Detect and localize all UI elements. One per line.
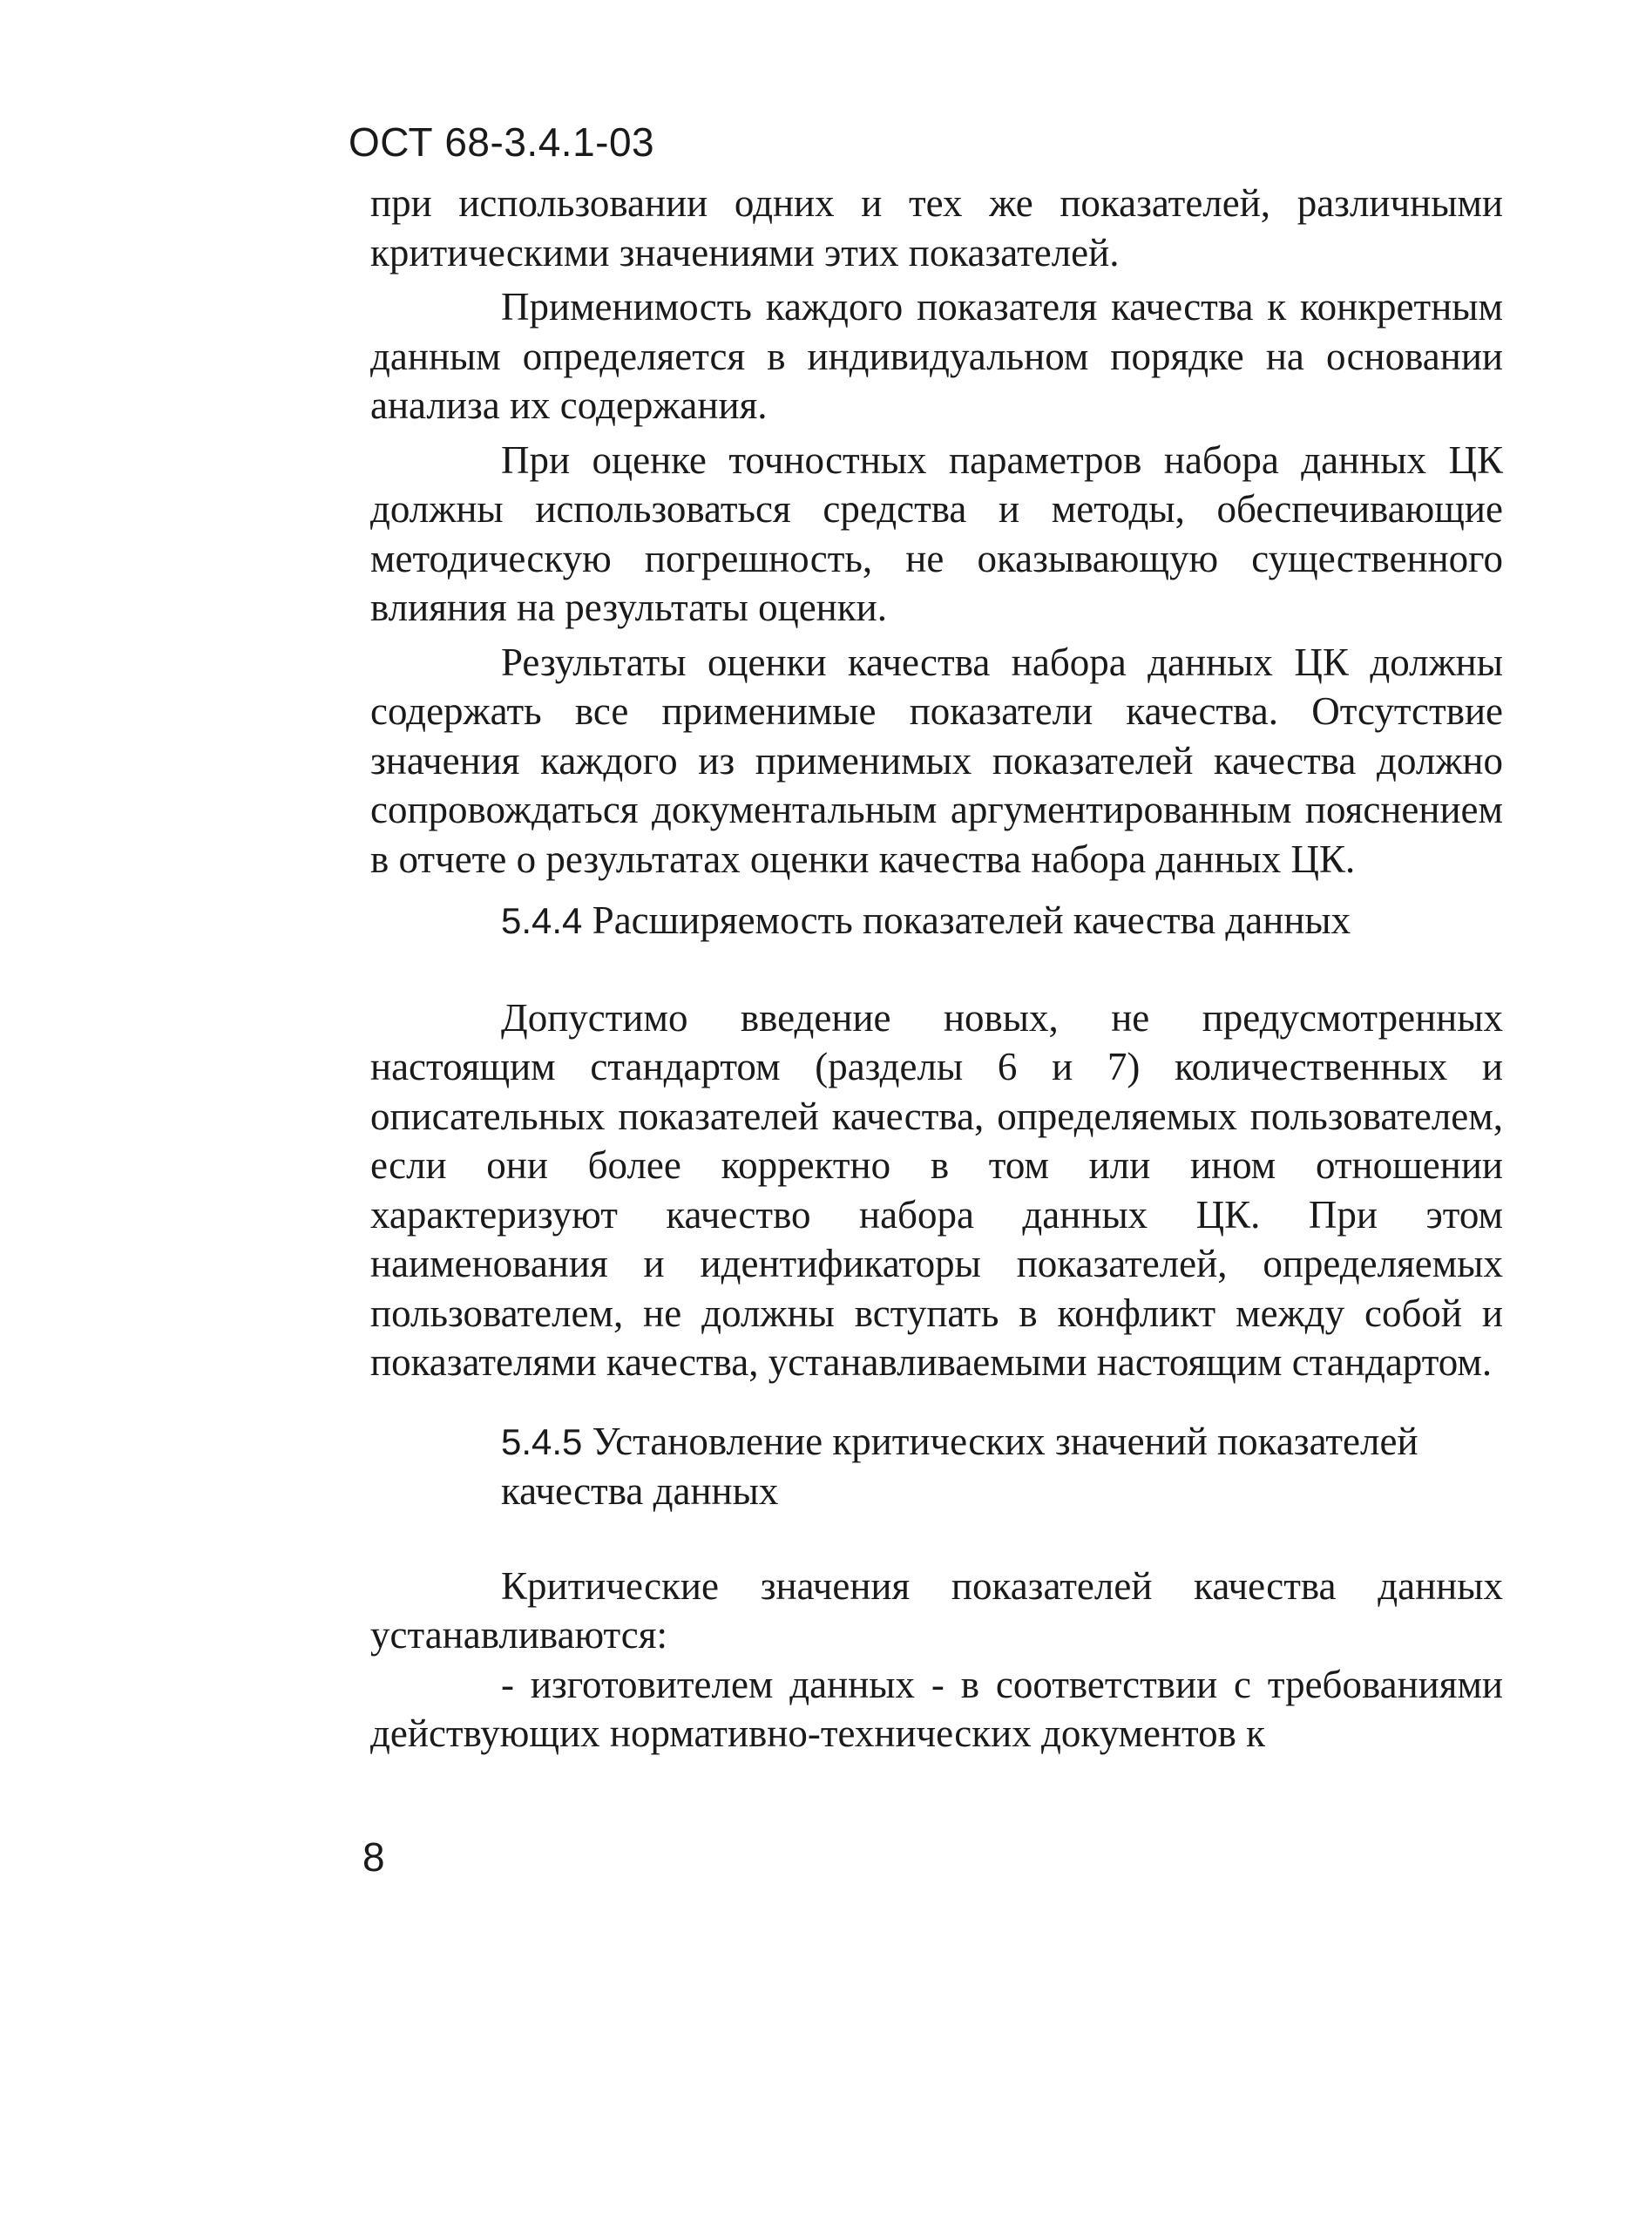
paragraph-continuation: при использовании одних и тех же показателей, различными критическими значениями этих показателей. [370, 181, 1503, 274]
section-title: Расширяемость показателей качества данных [592, 898, 1351, 942]
paragraph-accuracy-assessment: При оценке точностных параметров набора данных ЦК должны использоваться средства и методы, обеспечивающие методическую погрешность, не оказывающую существенного влияния на результаты оценки. [370, 437, 1503, 629]
section-number: 5.4.5 [501, 1420, 583, 1462]
section-heading-5-4-4 [370, 896, 1503, 946]
section-title: Установление критических значений показателей качества данных [501, 1419, 1418, 1513]
paragraph-critical-values: Критические значения показателей качества данных устанавливаются: [370, 1563, 1503, 1657]
list-item-manufacturer: - изготовителем данных - в соответствии с требованиями действующих нормативно-технических документов к [370, 1662, 1503, 1755]
paragraph-applicability: Применимость каждого показателя качества к конкретным данным определяется в индивидуальном порядке на основании анализа их содержания. [370, 285, 1503, 427]
section-heading-5-4-5 [370, 1417, 1503, 1516]
document-code-header: ОСТ 68-3.4.1-03 [349, 119, 655, 165]
paragraph-assessment-results: Результаты оценки качества набора данных ЦК должны содержать все применимые показатели качества. Отсутствие значения каждого из применимых показателей качества должно сопровождаться документальным аргументированным пояснением в отчете о результатах оценки качества набора данных ЦК. [370, 640, 1503, 881]
paragraph-new-indicators: Допустимо введение новых, не предусмотренных настоящим стандартом (разделы 6 и 7) количественных и описательных показателей качества, определяемых пользователем, если они более корректно в том или ином отношении характеризуют качество набора данных ЦК. При этом наименования и идентификаторы показателей, определяемых пользователем, не должны вступать в конфликт между собой и показателями качества, устанавливаемыми настоящим стандартом. [370, 995, 1503, 1384]
page-number: 8 [362, 1834, 385, 1880]
section-number: 5.4.4 [501, 900, 583, 941]
document-body [370, 179, 1503, 1759]
